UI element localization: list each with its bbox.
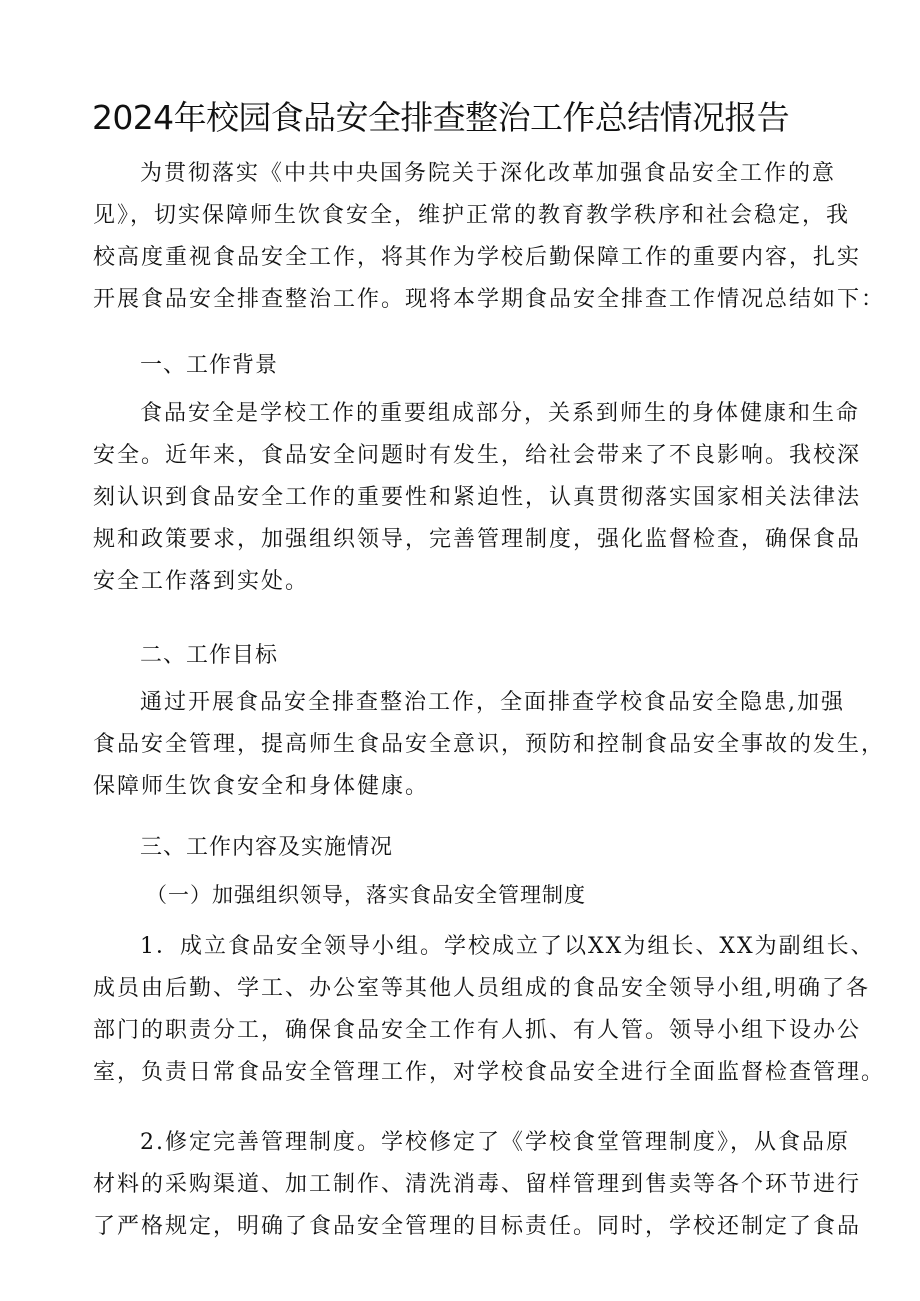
item-2-line-1: 2.修定完善管理制度。学校修定了《学校食堂管理制度》，从食品原: [140, 1130, 850, 1155]
section-2-line-3: 保障师生饮食安全和身体健康。: [93, 774, 430, 799]
section-2-line-2: 食品安全管理，提高师生食品安全意识，预防和控制食品安全事故的发生，: [93, 732, 886, 757]
item-1-line-3: 部门的职责分工，确保食品安全工作有人抓、有人管。领导小组下设办公: [93, 1018, 862, 1043]
section-2-heading: 二、工作目标: [140, 643, 279, 668]
section-1-line-4: 规和政策要求，加强组织领导，完善管理制度，强化监督检查，确保食品: [93, 527, 862, 552]
item-2-line-2: 材料的采购渠道、加工制作、清洗消毒、留样管理到售卖等各个环节进行: [93, 1172, 862, 1197]
intro-line-1: 为贯彻落实《中共中央国务院关于深化改革加强食品安全工作的意: [140, 161, 837, 186]
item-1-line-1: 1．成立食品安全领导小组。学校成立了以XX为组长、XX为副组长、: [140, 934, 875, 959]
document-title: 2024年校园食品安全排查整治工作总结情况报告: [92, 98, 790, 137]
item-1-line-4: 室，负责日常食品安全管理工作，对学校食品安全进行全面监督检查管理。: [93, 1060, 886, 1085]
section-2-paragraph: [93, 682, 886, 808]
section-1-paragraph: [93, 393, 862, 603]
section-1-heading: 一、工作背景: [140, 353, 279, 378]
intro-paragraph: [93, 153, 886, 321]
section-3-item-1: [93, 926, 886, 1094]
section-1-line-5: 安全工作落到实处。: [93, 569, 310, 594]
section-3-subheading: （一）加强组织领导，落实食品安全管理制度: [146, 883, 586, 907]
item-1-line-2: 成员由后勤、学工、办公室等其他人员组成的食品安全领导小组,明确了各: [93, 976, 870, 1001]
section-1-line-3: 刻认识到食品安全工作的重要性和紧迫性，认真贯彻落实国家相关法律法: [93, 485, 862, 510]
section-2-line-1: 通过开展食品安全排查整治工作，全面排查学校食品安全隐患,加强: [140, 690, 845, 715]
intro-line-3: 校高度重视食品安全工作，将其作为学校后勤保障工作的重要内容，扎实: [93, 245, 862, 270]
item-2-line-3: 了严格规定，明确了食品安全管理的目标责任。同时，学校还制定了食品: [93, 1214, 862, 1239]
section-1-line-1: 食品安全是学校工作的重要组成部分，关系到师生的身体健康和生命: [140, 401, 861, 426]
section-1-line-2: 安全。近年来，食品安全问题时有发生，给社会带来了不良影响。我校深: [93, 443, 862, 468]
section-3-item-2: [93, 1122, 862, 1248]
intro-line-4: 开展食品安全排查整治工作。现将本学期食品安全排查工作情况总结如下：: [93, 287, 886, 312]
section-3-heading: 三、工作内容及实施情况: [140, 835, 394, 860]
intro-line-2: 见》，切实保障师生饮食安全，维护正常的教育教学秩序和社会稳定，我: [93, 203, 851, 228]
